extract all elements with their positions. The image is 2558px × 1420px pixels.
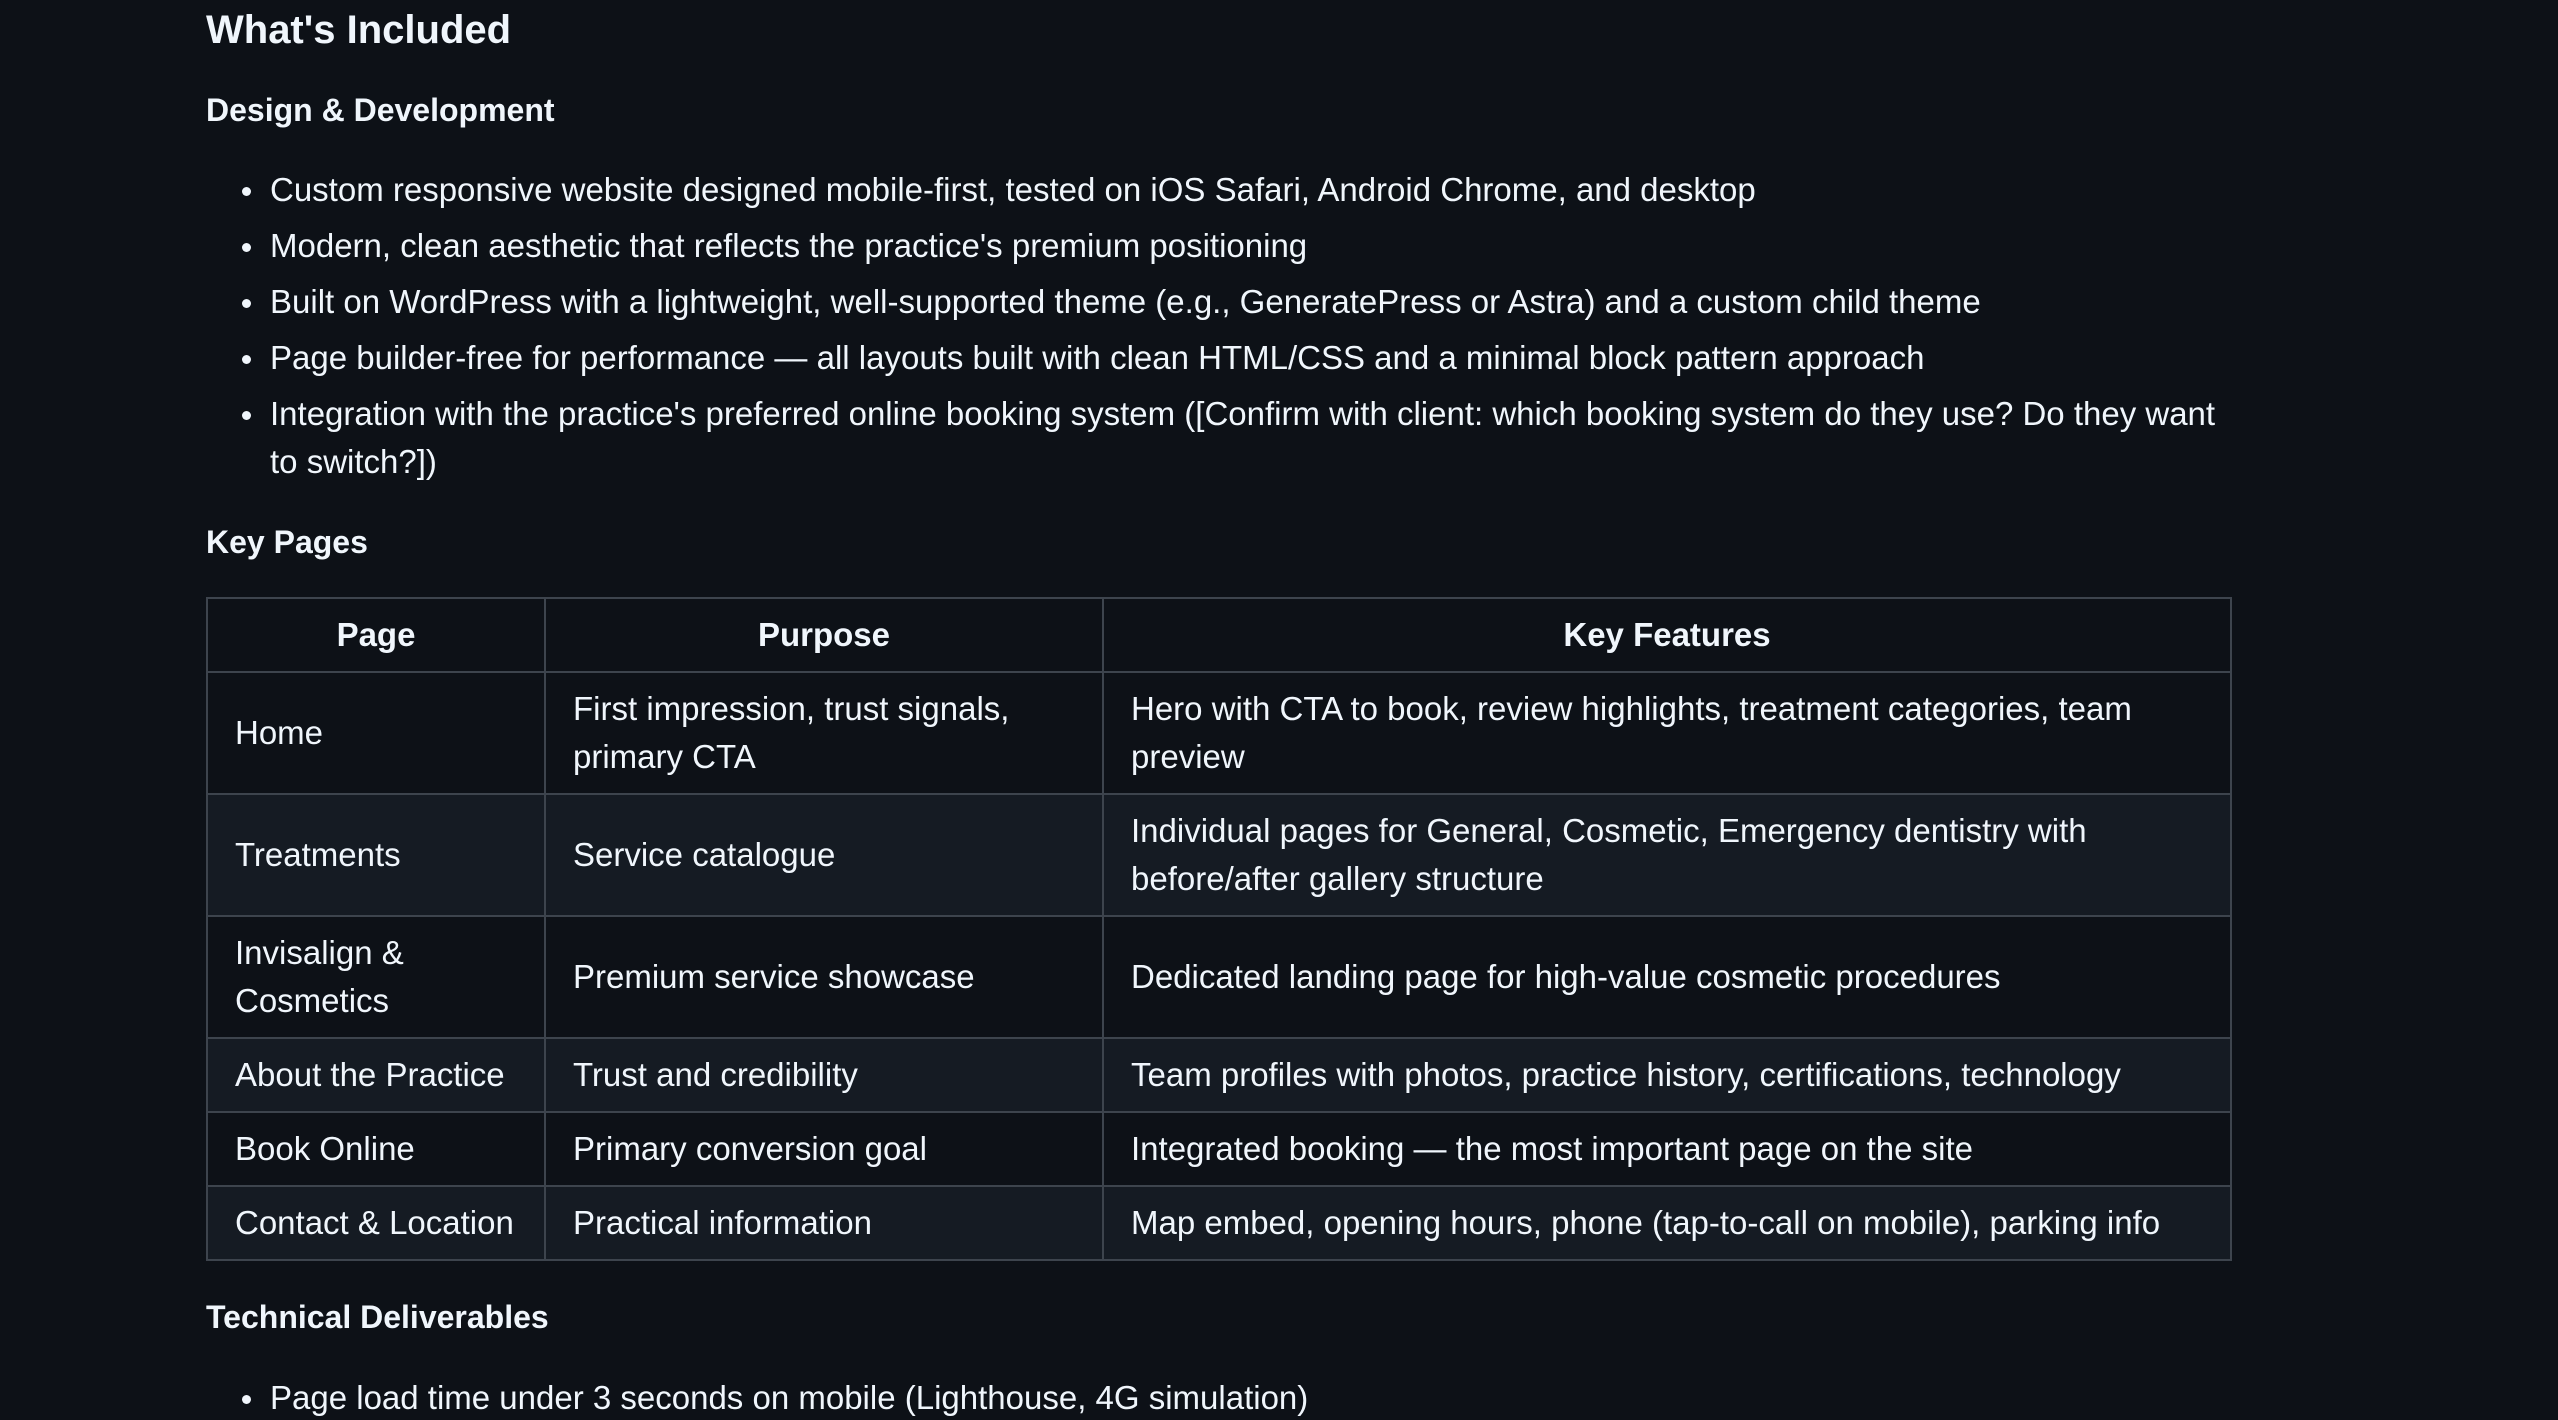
table-row — [207, 1038, 2231, 1112]
section-title: What's Included — [206, 8, 512, 52]
table-cell-purpose: Premium service showcase — [545, 916, 1103, 1038]
table-cell-key-features: Hero with CTA to book, review highlights, treatment categories, team preview — [1103, 672, 2231, 794]
technical-deliverables-list — [206, 1374, 2230, 1420]
table-cell-purpose: Trust and credibility — [545, 1038, 1103, 1112]
table-row — [207, 794, 2231, 916]
list-item: Built on WordPress with a lightweight, well-supported theme (e.g., GeneratePress or Astra) and a custom child theme — [270, 278, 2230, 326]
table-header-row — [207, 598, 2231, 672]
table-cell-key-features: Individual pages for General, Cosmetic, Emergency dentistry with before/after gallery structure — [1103, 794, 2231, 916]
table-row — [207, 1112, 2231, 1186]
table-cell-purpose: Service catalogue — [545, 794, 1103, 916]
key-pages-heading: Key Pages — [206, 524, 368, 560]
table-cell-purpose: Practical information — [545, 1186, 1103, 1260]
table-cell-page: About the Practice — [207, 1038, 545, 1112]
list-item: Custom responsive website designed mobile-first, tested on iOS Safari, Android Chrome, and desktop — [270, 166, 2230, 214]
technical-deliverables-heading: Technical Deliverables — [206, 1299, 549, 1335]
table-cell-page: Invisalign & Cosmetics — [207, 916, 545, 1038]
table-row — [207, 916, 2231, 1038]
design-development-list — [206, 166, 2230, 494]
list-item: Modern, clean aesthetic that reflects the practice's premium positioning — [270, 222, 2230, 270]
table-cell-page: Treatments — [207, 794, 545, 916]
table-cell-purpose: First impression, trust signals, primary CTA — [545, 672, 1103, 794]
table-cell-key-features: Team profiles with photos, practice history, certifications, technology — [1103, 1038, 2231, 1112]
table-cell-key-features: Integrated booking — the most important page on the site — [1103, 1112, 2231, 1186]
table-row — [207, 1186, 2231, 1260]
table-cell-key-features: Dedicated landing page for high-value cosmetic procedures — [1103, 916, 2231, 1038]
table-cell-key-features: Map embed, opening hours, phone (tap-to-call on mobile), parking info — [1103, 1186, 2231, 1260]
list-item: Page builder-free for performance — all layouts built with clean HTML/CSS and a minimal block pattern approach — [270, 334, 2230, 382]
column-header-key-features: Key Features — [1103, 598, 2231, 672]
list-item: Integration with the practice's preferred online booking system ([Confirm with client: which booking system do they use? Do they want to switch?]) — [270, 390, 2230, 486]
table-cell-purpose: Primary conversion goal — [545, 1112, 1103, 1186]
design-development-heading: Design & Development — [206, 92, 555, 128]
table-cell-page: Book Online — [207, 1112, 545, 1186]
key-pages-table — [206, 597, 2232, 1261]
column-header-page: Page — [207, 598, 545, 672]
list-item: Page load time under 3 seconds on mobile (Lighthouse, 4G simulation) — [270, 1374, 2230, 1420]
column-header-purpose: Purpose — [545, 598, 1103, 672]
table-row — [207, 672, 2231, 794]
table-cell-page: Home — [207, 672, 545, 794]
table-cell-page: Contact & Location — [207, 1186, 545, 1260]
